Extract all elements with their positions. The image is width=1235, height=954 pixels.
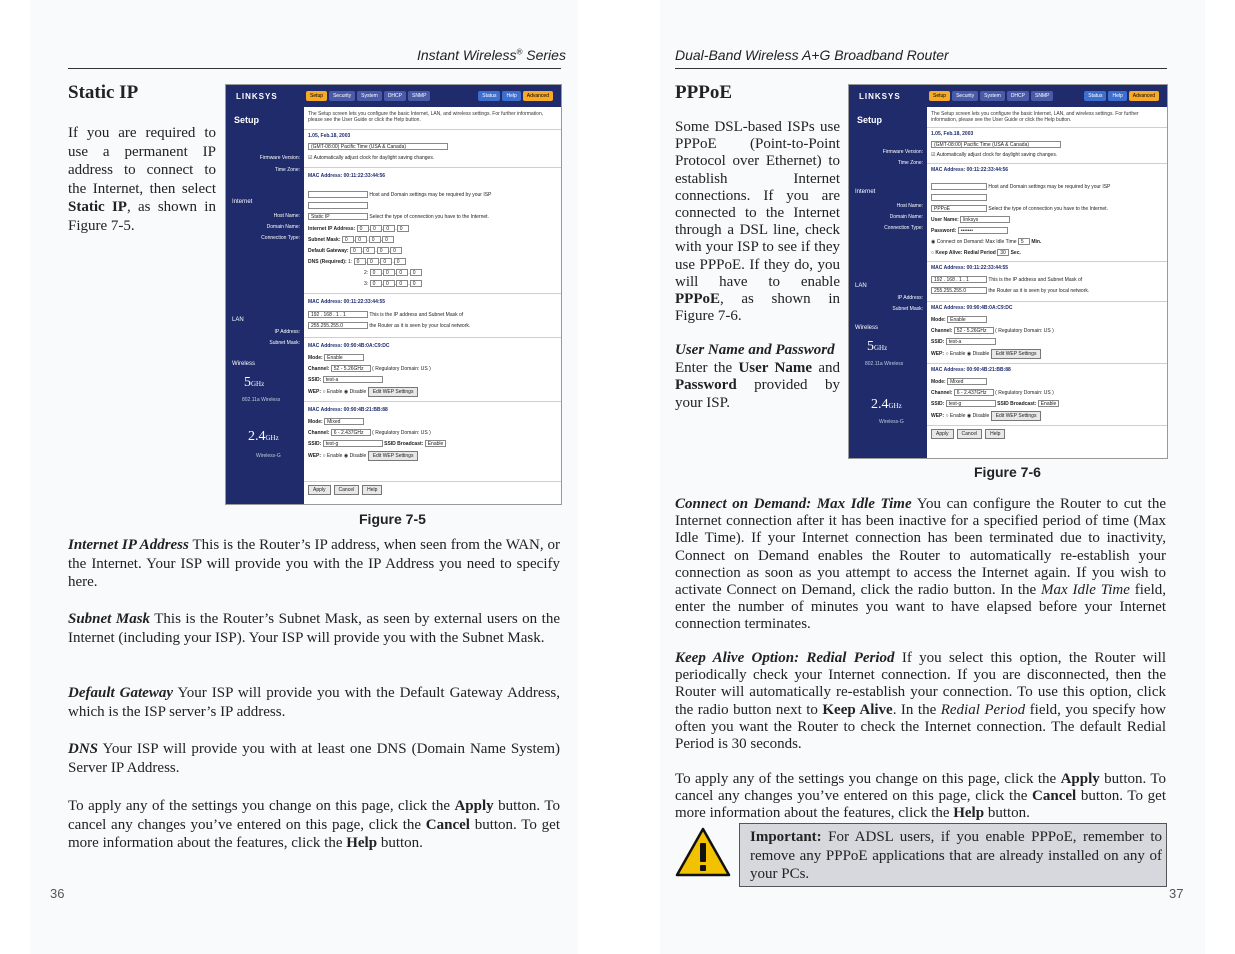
wl-g-wep[interactable]: WEP: ○ Enable ◉ Disable Edit WEP Settings: [308, 451, 421, 461]
host-input-2[interactable]: Host and Domain settings may be required by your ISP: [931, 183, 1110, 190]
wireless-label-2: Wireless: [855, 325, 879, 331]
shot2-help-button[interactable]: Help: [985, 429, 1005, 439]
firmware-label-2: Firmware Version:: [882, 149, 923, 155]
right-page-number: 37: [1169, 886, 1184, 901]
figure-7-6-caption: Figure 7-6: [974, 464, 1041, 480]
tab2-dhcp[interactable]: DHCP: [1007, 91, 1029, 101]
host-input[interactable]: Host and Domain settings may be required by your ISP: [308, 191, 491, 198]
conn-select-2[interactable]: PPPoE Select the type of connection you have to the Internet.: [931, 205, 1108, 212]
ghz5-sub-2: 802.11a Wireless: [865, 361, 904, 367]
left-page-number: 36: [50, 886, 65, 901]
dst-checkbox-2[interactable]: ☑ Automatically adjust clock for daylight saving changes.: [931, 152, 1058, 158]
right-p-connect-demand: Connect on Demand: Max Idle Time You can configure the Router to cut the Internet connection after it has been inactive for a specified period of time (Max Idle Time). If your Internet connection has been terminated due to inactivity, Connect on Demand enables the Router to automatically re-establish your connection as soon as you attempt to access the Internet again. If you wish to activate Connect on Demand, click the radio button. In the Max Idle Time field, enter the number of minutes you want to have elapsed before your Internet connection terminates.: [675, 496, 1167, 633]
tab-help[interactable]: Help: [502, 91, 520, 101]
left-p-apply: To apply any of the settings you change on this page, click the Apply button. To cancel any changes you’ve entered on this page, click the Cancel button. To get more information about the features, click the Help button.: [68, 798, 560, 851]
left-p-dns: DNS Your ISP will provide you with at least one DNS (Domain Name System) Server IP Address.: [68, 741, 560, 776]
inet-dns3-row[interactable]: 3: 0 0 0 0: [364, 280, 422, 287]
ghz24-logo-2: 2.4GHz: [871, 397, 902, 412]
figure-7-5-screenshot: [225, 84, 562, 505]
inet-mac: MAC Address: 00:11:22:33:44:56: [308, 173, 386, 179]
left-section-title: Static IP: [68, 82, 139, 103]
shot-sidebar: [226, 107, 304, 504]
internet-label-2: Internet: [855, 189, 876, 195]
host-label: Host Name:: [273, 213, 300, 219]
conn-select[interactable]: Static IP Select the type of connection you have to the Internet.: [308, 213, 489, 220]
lan-ip-label: IP Address:: [274, 329, 300, 335]
left-p-subnet-mask: Subnet Mask This is the Router’s Subnet Mask, as seen by external users on the Internet (including your ISP). Your ISP will provide you with the Subnet Mask.: [68, 611, 560, 646]
shot-intro: The Setup screen lets you configure the basic Internet, LAN, and wireless settings. For further information, please see the User Guide or click the Help button.: [308, 111, 544, 123]
lan-ip-row[interactable]: 192 . 168 . 1 . 1 This is the IP address and Subnet Mask of: [308, 311, 463, 318]
ghz5-logo-2: 5GHz: [867, 339, 888, 354]
wl-a-mode[interactable]: Mode: Enable: [308, 354, 364, 361]
shot2-main: [927, 107, 1167, 458]
right-intro: Some DSL-based ISPs use PPPoE (Point-to-Point Protocol over Ethernet) to establish Internet connections. If you are connected to the Internet through a DSL line, check with your ISP to see if they use PPPoE. If they do, you will have to enable PPPoE, as shown in Figure 7-6.: [675, 119, 840, 325]
lan-mask-row[interactable]: 255.255.255.0 the Router as it is seen by your local network.: [308, 322, 470, 329]
ghz5-sub: 802.11a Wireless: [242, 397, 281, 403]
lan-mac-2: MAC Address: 00:11:22:33:44:55: [931, 265, 1009, 271]
right-header: Dual-Band Wireless A+G Broadband Router: [675, 47, 949, 63]
ka-row[interactable]: ○ Keep Alive: Redial Period 30 Sec.: [931, 249, 1021, 256]
tab-advanced[interactable]: Advanced: [523, 91, 553, 101]
left-p-internet-ip: Internet IP Address This is the Router’s IP address, when seen from the WAN, or the Internet. Your ISP will provide you with the IP Address you need to specify here.: [68, 537, 561, 590]
domain-label: Domain Name:: [266, 224, 300, 230]
right-section-title: PPPoE: [675, 82, 732, 103]
right-p-keep-alive: Keep Alive Option: Redial Period If you select this option, the Router will periodically check your Internet connection. If you are disconnected, then the Router will automatically re-establish your connection. To use this option, click the radio button next to Keep Alive. In the Redial Period field, you specify how often you want the Router to check the Internet connection. The default Redial Period is 30 seconds.: [675, 650, 1166, 753]
tab2-advanced[interactable]: Advanced: [1129, 91, 1159, 101]
right-p-apply: To apply any of the settings you change on this page, click the Apply button. To cancel any changes you’ve entered on this page, click the Cancel button. To get more information about the features, click the Help button.: [675, 771, 1166, 822]
wl-g-wep-2[interactable]: WEP: ○ Enable ◉ Disable Edit WEP Settings: [931, 411, 1044, 421]
right-p-user-password: User Name and Password Enter the User Name and Password provided by your ISP.: [675, 342, 840, 411]
pass-row[interactable]: Password: •••••••: [931, 227, 1008, 234]
tab2-setup[interactable]: Setup: [929, 91, 950, 101]
linksys-logo-2: LINKSYS: [859, 92, 901, 101]
inet-gw-row[interactable]: Default Gateway: 0 0 0 0: [308, 247, 402, 254]
wl-g-channel-2[interactable]: Channel: 6 - 2.437GHz ( Regulatory Domain: US ): [931, 389, 1054, 396]
firmware-value-2: 1.05, Feb.18, 2003: [931, 131, 974, 137]
right-header-rule: [675, 68, 1167, 69]
timezone-label: Time Zone:: [274, 167, 300, 173]
wl-a-wep-2[interactable]: WEP: ○ Enable ◉ Disable Edit WEP Settings: [931, 349, 1044, 359]
firmware-value: 1.05, Feb.18, 2003: [308, 133, 351, 139]
shot-cancel-button[interactable]: Cancel: [334, 485, 360, 495]
tab-status[interactable]: Status: [478, 91, 500, 101]
tab2-system[interactable]: System: [980, 91, 1005, 101]
conn-label: Connection Type:: [261, 235, 300, 241]
domain-input[interactable]: [308, 202, 368, 209]
sidebar2-title: Setup: [857, 115, 883, 125]
firmware-label: Firmware Version:: [259, 155, 300, 161]
wl-g-mode-2[interactable]: Mode: Mixed: [931, 378, 987, 385]
wl-a-mac: MAC Address: 00:90:4B:0A:C9:DC: [308, 343, 390, 349]
lan-mac: MAC Address: 00:11:22:33:44:55: [308, 299, 386, 305]
lan-mask-label-2: Subnet Mask:: [892, 306, 923, 312]
linksys-logo: LINKSYS: [236, 92, 278, 101]
internet-label: Internet: [232, 199, 253, 205]
wl-g-mac-2: MAC Address: 00:90:4B:21:BB:88: [931, 367, 1011, 373]
inet-ip-row[interactable]: Internet IP Address: 0 0 0 0: [308, 225, 409, 232]
wireless-label: Wireless: [232, 361, 256, 367]
wl-g-mac: MAC Address: 00:90:4B:21:BB:88: [308, 407, 388, 413]
domain-label-2: Domain Name:: [889, 214, 923, 220]
tab-setup[interactable]: Setup: [306, 91, 327, 101]
left-header: Instant Wireless® Series: [417, 47, 566, 63]
wl-g-ssid-2[interactable]: SSID: test-g SSID Broadcast: Enable: [931, 400, 1059, 407]
shot2-tabs: [929, 91, 1053, 101]
ghz5-logo: 5GHz: [244, 375, 265, 390]
shot-apply-button[interactable]: Apply: [308, 485, 331, 495]
shot-right-tabs: [478, 91, 553, 101]
tab-dhcp[interactable]: DHCP: [384, 91, 406, 101]
left-p-default-gateway: Default Gateway Your ISP will provide you with the Default Gateway Address, which is the ISP server’s IP address.: [68, 685, 560, 720]
important-note-box: [739, 823, 1167, 887]
wl-a-wep[interactable]: WEP: ○ Enable ◉ Disable Edit WEP Settings: [308, 387, 421, 397]
important-note-text: Important: For ADSL users, if you enable PPPoE, remember to remove any PPPoE applications that are already installed on any of your PCs.: [750, 829, 1162, 882]
host-label-2: Host Name:: [896, 203, 923, 209]
tab2-status[interactable]: Status: [1084, 91, 1106, 101]
ghz24-sub-2: Wireless-G: [879, 419, 904, 425]
figure-7-6-screenshot: [848, 84, 1168, 459]
tab-snmp[interactable]: SNMP: [408, 91, 430, 101]
wl-a-mode-2[interactable]: Mode: Enable: [931, 316, 987, 323]
left-header-rule: [68, 68, 561, 69]
tab2-help[interactable]: Help: [1108, 91, 1126, 101]
lan-label-2: LAN: [855, 283, 867, 289]
ghz24-sub: Wireless-G: [256, 453, 281, 459]
inet-dns-row[interactable]: DNS (Required): 1: 0 0 0 0: [308, 258, 406, 265]
tab2-security[interactable]: Security: [952, 91, 978, 101]
shot2-sidebar: [849, 107, 927, 458]
lan-ip-label-2: IP Address:: [897, 295, 923, 301]
wl-a-channel-2[interactable]: Channel: 52 - 5.26GHz ( Regulatory Domain: US ): [931, 327, 1054, 334]
inet-mask-row[interactable]: Subnet Mask: 0 0 0 0: [308, 236, 394, 243]
left-intro: If you are required to use a permanent IP address to connect to the Internet, then select Static IP, as shown in Figure 7-5.: [68, 125, 216, 234]
warning-icon: [675, 826, 731, 878]
shot2-right-tabs: [1084, 91, 1159, 101]
ghz24-logo: 2.4GHz: [248, 429, 279, 444]
wl-g-mode[interactable]: Mode: Mixed: [308, 418, 364, 425]
lan-ip-row-2[interactable]: 192 . 168 . 1 . 1 This is the IP address and Subnet Mask of: [931, 276, 1082, 283]
shot2-apply-button[interactable]: Apply: [931, 429, 954, 439]
user-row[interactable]: User Name: linksys: [931, 216, 1010, 223]
tab-security[interactable]: Security: [329, 91, 355, 101]
lan-mask-label: Subnet Mask:: [269, 340, 300, 346]
figure-7-5-caption: Figure 7-5: [359, 511, 426, 527]
lan-label: LAN: [232, 317, 244, 323]
shot-help-button[interactable]: Help: [362, 485, 382, 495]
shot-main: [304, 107, 561, 504]
timezone-label-2: Time Zone:: [897, 160, 923, 166]
shot2-topbar: [849, 85, 1167, 107]
inet-dns2-row[interactable]: 2: 0 0 0 0: [364, 269, 422, 276]
wl-g-channel[interactable]: Channel: 6 - 2.437GHz ( Regulatory Domain: US ): [308, 429, 431, 436]
shot2-buttons: [931, 429, 1008, 439]
wl-a-ssid-2[interactable]: SSID: test-a: [931, 338, 996, 345]
sidebar-title: Setup: [234, 115, 260, 125]
cod-row[interactable]: ◉ Connect on Demand: Max Idle Time 5 Min.: [931, 238, 1042, 245]
tab-system[interactable]: System: [357, 91, 382, 101]
shot-tabs: [306, 91, 430, 101]
shot2-intro: The Setup screen lets you configure the basic Internet, LAN, and wireless settings. For further information, please see the User Guide or click the Help button.: [931, 111, 1139, 123]
conn-label-2: Connection Type:: [884, 225, 923, 231]
shot-buttons: [308, 485, 385, 495]
tab2-snmp[interactable]: SNMP: [1031, 91, 1053, 101]
wl-a-channel[interactable]: Channel: 52 - 5.26GHz ( Regulatory Domain: US ): [308, 365, 431, 372]
dst-checkbox[interactable]: ☑ Automatically adjust clock for daylight saving changes.: [308, 155, 435, 161]
wl-a-ssid[interactable]: SSID: test-a: [308, 376, 383, 383]
shot2-cancel-button[interactable]: Cancel: [957, 429, 983, 439]
timezone-select[interactable]: (GMT-08:00) Pacific Time (USA & Canada): [308, 143, 448, 150]
lan-mask-row-2[interactable]: 255.255.255.0 the Router as it is seen by your local network.: [931, 287, 1089, 294]
domain-input-2[interactable]: [931, 194, 987, 201]
timezone-select-2[interactable]: (GMT-08:00) Pacific Time (USA & Canada): [931, 141, 1061, 148]
wl-a-mac-2: MAC Address: 00:90:4B:0A:C9:DC: [931, 305, 1013, 311]
shot-topbar: [226, 85, 561, 107]
inet-mac-2: MAC Address: 00:11:22:33:44:56: [931, 167, 1009, 173]
wl-g-ssid[interactable]: SSID: test-g SSID Broadcast: Enable: [308, 440, 446, 447]
